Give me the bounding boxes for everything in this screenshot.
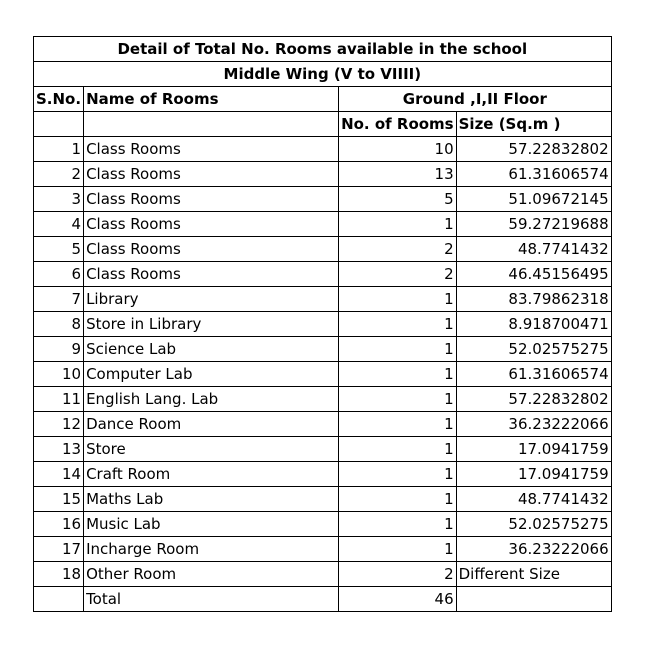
row-name: Library (84, 287, 339, 312)
row-num-rooms: 1 (339, 537, 457, 562)
row-sno: 11 (34, 387, 84, 412)
row-num-rooms: 2 (339, 262, 457, 287)
title-row (34, 37, 612, 62)
table-row (34, 212, 612, 237)
row-sno: 14 (34, 462, 84, 487)
row-size: 48.7741432 (456, 487, 611, 512)
table-row (34, 337, 612, 362)
table-row (34, 362, 612, 387)
total-num-rooms: 46 (339, 587, 457, 612)
rooms-table (33, 36, 612, 612)
row-name: Other Room (84, 562, 339, 587)
row-name: Music Lab (84, 512, 339, 537)
subtitle-row (34, 62, 612, 87)
row-name: Craft Room (84, 462, 339, 487)
header-floor: Ground ,I,II Floor (339, 87, 612, 112)
row-num-rooms: 1 (339, 212, 457, 237)
row-num-rooms: 2 (339, 562, 457, 587)
table-row (34, 137, 612, 162)
table-row (34, 262, 612, 287)
row-sno: 2 (34, 162, 84, 187)
subheader-row (34, 112, 612, 137)
row-name: English Lang. Lab (84, 387, 339, 412)
row-sno: 3 (34, 187, 84, 212)
row-size: 17.0941759 (456, 462, 611, 487)
row-num-rooms: 1 (339, 312, 457, 337)
subheader-empty-name (84, 112, 339, 137)
row-num-rooms: 2 (339, 237, 457, 262)
table-row (34, 462, 612, 487)
total-empty-size (456, 587, 611, 612)
table-row (34, 312, 612, 337)
row-size: 59.27219688 (456, 212, 611, 237)
row-name: Store (84, 437, 339, 462)
table-row (34, 537, 612, 562)
table-row (34, 237, 612, 262)
table-subtitle: Middle Wing (V to VIIII) (34, 62, 612, 87)
row-name: Science Lab (84, 337, 339, 362)
row-sno: 10 (34, 362, 84, 387)
row-size: 57.22832802 (456, 137, 611, 162)
table-row (34, 412, 612, 437)
row-sno: 9 (34, 337, 84, 362)
row-size: 57.22832802 (456, 387, 611, 412)
row-num-rooms: 1 (339, 387, 457, 412)
table-row (34, 562, 612, 587)
total-empty-sno (34, 587, 84, 612)
row-name: Class Rooms (84, 162, 339, 187)
row-size: 48.7741432 (456, 237, 611, 262)
header-num-rooms: No. of Rooms (339, 112, 457, 137)
row-num-rooms: 5 (339, 187, 457, 212)
table-row (34, 287, 612, 312)
table-row (34, 162, 612, 187)
row-size: 36.23222066 (456, 537, 611, 562)
row-num-rooms: 1 (339, 362, 457, 387)
row-num-rooms: 1 (339, 337, 457, 362)
row-size: 61.31606574 (456, 362, 611, 387)
subheader-empty-sno (34, 112, 84, 137)
row-size: 52.02575275 (456, 512, 611, 537)
row-name: Computer Lab (84, 362, 339, 387)
row-name: Dance Room (84, 412, 339, 437)
row-name: Class Rooms (84, 137, 339, 162)
row-size: 61.31606574 (456, 162, 611, 187)
row-sno: 1 (34, 137, 84, 162)
row-name: Class Rooms (84, 262, 339, 287)
row-sno: 16 (34, 512, 84, 537)
table-row (34, 437, 612, 462)
row-sno: 8 (34, 312, 84, 337)
row-num-rooms: 10 (339, 137, 457, 162)
row-name: Store in Library (84, 312, 339, 337)
row-name: Incharge Room (84, 537, 339, 562)
row-sno: 7 (34, 287, 84, 312)
row-name: Class Rooms (84, 237, 339, 262)
row-name: Class Rooms (84, 212, 339, 237)
row-num-rooms: 1 (339, 437, 457, 462)
row-size: 83.79862318 (456, 287, 611, 312)
total-row (34, 587, 612, 612)
header-sno: S.No. (34, 87, 84, 112)
row-num-rooms: 1 (339, 512, 457, 537)
row-num-rooms: 1 (339, 287, 457, 312)
row-num-rooms: 13 (339, 162, 457, 187)
table-row (34, 387, 612, 412)
row-name: Maths Lab (84, 487, 339, 512)
header-size: Size (Sq.m ) (456, 112, 611, 137)
row-sno: 12 (34, 412, 84, 437)
row-sno: 13 (34, 437, 84, 462)
table-row (34, 187, 612, 212)
row-sno: 5 (34, 237, 84, 262)
row-sno: 15 (34, 487, 84, 512)
row-size: 52.02575275 (456, 337, 611, 362)
row-size: 46.45156495 (456, 262, 611, 287)
table-title: Detail of Total No. Rooms available in the school (34, 37, 612, 62)
row-size: 17.0941759 (456, 437, 611, 462)
row-size: 8.918700471 (456, 312, 611, 337)
row-num-rooms: 1 (339, 462, 457, 487)
row-size: 36.23222066 (456, 412, 611, 437)
row-sno: 18 (34, 562, 84, 587)
row-name: Class Rooms (84, 187, 339, 212)
row-sno: 4 (34, 212, 84, 237)
row-size: Different Size (456, 562, 611, 587)
row-num-rooms: 1 (339, 487, 457, 512)
header-name: Name of Rooms (84, 87, 339, 112)
table-row (34, 512, 612, 537)
table-row (34, 487, 612, 512)
header-row (34, 87, 612, 112)
row-num-rooms: 1 (339, 412, 457, 437)
total-label: Total (84, 587, 339, 612)
row-sno: 6 (34, 262, 84, 287)
row-sno: 17 (34, 537, 84, 562)
row-size: 51.09672145 (456, 187, 611, 212)
